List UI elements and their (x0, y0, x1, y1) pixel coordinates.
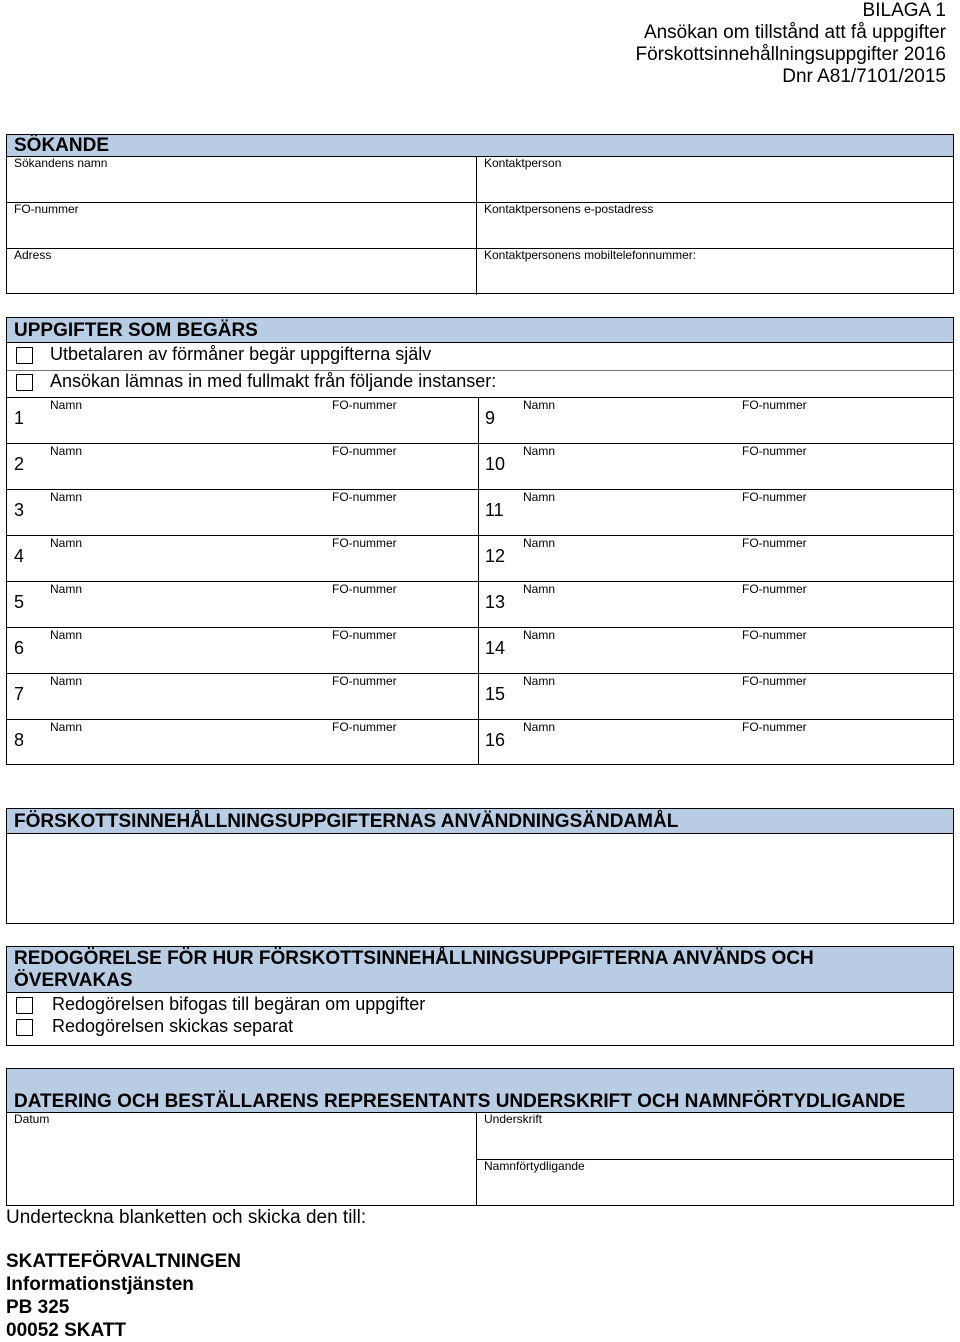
row-name-label: Namn (50, 444, 83, 458)
authorizer-entry-field[interactable] (515, 733, 951, 763)
row-fo-label: FO-nummer (742, 536, 807, 550)
row-name-label: Namn (50, 398, 83, 412)
row-fo-label: FO-nummer (332, 490, 397, 504)
row-name-label: Namn (523, 628, 556, 642)
row-fo-label: FO-nummer (332, 720, 397, 734)
row-fo-label: FO-nummer (332, 398, 397, 412)
row-fo-label: FO-nummer (332, 628, 397, 642)
applicant-address-label: Adress (14, 248, 52, 262)
option-proxy-label: Ansökan lämnas in med fullmakt från följande instanser: (50, 371, 497, 391)
row-name-label: Namn (523, 398, 556, 412)
redogorelse-separate-label: Redogörelsen skickas separat (52, 1016, 294, 1036)
datering-section (6, 1068, 954, 1206)
row-name-label: Namn (50, 582, 83, 596)
row-number: 14 (485, 638, 506, 658)
datering-title: DATERING OCH BESTÄLLARENS REPRESENTANTS UNDERSKRIFT OCH NAMNFÖRTYDLIGANDE (14, 1091, 906, 1112)
sokande-section (6, 134, 954, 294)
andamal-textarea[interactable] (7, 834, 953, 923)
redogorelse-title-line2: ÖVERVAKAS (14, 970, 133, 991)
row-name-label: Namn (50, 490, 83, 504)
option-proxy-checkbox[interactable] (16, 374, 33, 391)
signature-label: Underskrift (484, 1112, 543, 1126)
authorizer-entry-field[interactable] (43, 733, 473, 763)
row-fo-label: FO-nummer (742, 628, 807, 642)
row-name-label: Namn (523, 444, 556, 458)
row-number: 10 (485, 454, 506, 474)
option-self-checkbox[interactable] (16, 347, 33, 364)
row-number: 15 (485, 684, 506, 704)
row-fo-label: FO-nummer (742, 444, 807, 458)
row-name-label: Namn (50, 536, 83, 550)
authorizer-entry-field[interactable] (515, 641, 951, 671)
footer-address-line1: SKATTEFÖRVALTNINGEN (6, 1251, 242, 1272)
row-fo-label: FO-nummer (742, 674, 807, 688)
signature-field[interactable] (477, 1113, 953, 1159)
row-fo-label: FO-nummer (742, 582, 807, 596)
row-fo-label: FO-nummer (332, 582, 397, 596)
row-number: 2 (14, 454, 25, 474)
authorizer-entry-field[interactable] (43, 687, 473, 717)
row-name-label: Namn (50, 674, 83, 688)
row-name-label: Namn (523, 674, 556, 688)
reference-number: Dnr A81/7101/2015 (782, 66, 946, 87)
contact-mobile-field[interactable] (477, 249, 953, 294)
row-fo-label: FO-nummer (332, 444, 397, 458)
row-number: 9 (485, 408, 496, 428)
authorizer-entry-field[interactable] (515, 595, 951, 625)
form-subtitle: Förskottsinnehållningsuppgifter 2016 (635, 44, 946, 65)
contact-mobile-label: Kontaktpersonens mobiltelefonnummer: (484, 248, 697, 262)
attachment-label: BILAGA 1 (862, 0, 946, 21)
row-fo-label: FO-nummer (742, 720, 807, 734)
row-fo-label: FO-nummer (332, 674, 397, 688)
applicant-name-field[interactable] (7, 157, 476, 202)
authorizer-entry-field[interactable] (43, 503, 473, 533)
authorizer-entry-field[interactable] (515, 411, 951, 441)
footer-instruction: Underteckna blanketten och skicka den till: (6, 1207, 367, 1228)
authorizer-entry-field[interactable] (515, 457, 951, 487)
row-number: 13 (485, 592, 506, 612)
redogorelse-title (7, 947, 953, 993)
authorizer-entry-field[interactable] (43, 549, 473, 579)
option-self-label: Utbetalaren av förmåner begär uppgifterna själv (50, 344, 432, 364)
contact-email-label: Kontaktpersonens e-postadress (484, 202, 654, 216)
row-number: 11 (485, 500, 504, 520)
row-number: 8 (14, 730, 25, 750)
authorizer-entry-field[interactable] (515, 503, 951, 533)
row-name-label: Namn (523, 720, 556, 734)
row-name-label: Namn (523, 490, 556, 504)
redogorelse-attached-checkbox[interactable] (16, 997, 33, 1014)
name-clarification-field[interactable] (477, 1160, 953, 1205)
applicant-fo-field[interactable] (7, 203, 476, 248)
uppgifter-section (6, 317, 954, 765)
row-name-label: Namn (523, 536, 556, 550)
date-field[interactable] (7, 1113, 476, 1205)
row-number: 5 (14, 592, 25, 612)
footer-address-line2: Informationstjänsten (6, 1274, 194, 1295)
andamal-title: FÖRSKOTTSINNEHÅLLNINGSUPPGIFTERNAS ANVÄNDNINGSÄNDAMÅL (7, 809, 953, 834)
date-label: Datum (14, 1112, 50, 1126)
row-fo-label: FO-nummer (742, 490, 807, 504)
row-name-label: Namn (523, 582, 556, 596)
applicant-address-field[interactable] (7, 249, 476, 294)
contact-person-field[interactable] (477, 157, 953, 202)
name-clarification-label: Namnförtydligande (484, 1159, 585, 1173)
row-number: 4 (14, 546, 25, 566)
contact-person-label: Kontaktperson (484, 156, 562, 170)
row-number: 12 (485, 546, 506, 566)
authorizer-entry-field[interactable] (515, 687, 951, 717)
footer-address-line3: PB 325 (6, 1297, 70, 1318)
row-fo-label: FO-nummer (742, 398, 807, 412)
authorizer-entry-field[interactable] (43, 641, 473, 671)
applicant-name-label: Sökandens namn (14, 156, 108, 170)
redogorelse-separate-checkbox[interactable] (16, 1019, 33, 1036)
sokande-title: SÖKANDE (7, 135, 953, 157)
row-number: 1 (14, 408, 25, 428)
authorizer-entry-field[interactable] (43, 457, 473, 487)
row-number: 3 (14, 500, 25, 520)
form-title: Ansökan om tillstånd att få uppgifter (643, 22, 946, 43)
footer-address-line4: 00052 SKATT (6, 1320, 127, 1341)
row-fo-label: FO-nummer (332, 536, 397, 550)
redogorelse-section (6, 946, 954, 1046)
authorizer-entry-field[interactable] (43, 595, 473, 625)
andamal-section (6, 808, 954, 924)
row-number: 7 (14, 684, 25, 704)
row-name-label: Namn (50, 628, 83, 642)
uppgifter-title: UPPGIFTER SOM BEGÄRS (7, 318, 953, 343)
authorizer-entry-field[interactable] (43, 411, 473, 441)
applicant-fo-label: FO-nummer (14, 202, 79, 216)
authorizer-entry-field[interactable] (515, 549, 951, 579)
contact-email-field[interactable] (477, 203, 953, 248)
row-number: 16 (485, 730, 506, 750)
row-name-label: Namn (50, 720, 83, 734)
redogorelse-attached-label: Redogörelsen bifogas till begäran om uppgifter (52, 994, 426, 1014)
redogorelse-title-line1: REDOGÖRELSE FÖR HUR FÖRSKOTTSINNEHÅLLNINGSUPPGIFTERNA ANVÄNDS OCH (14, 948, 814, 969)
row-number: 6 (14, 638, 25, 658)
